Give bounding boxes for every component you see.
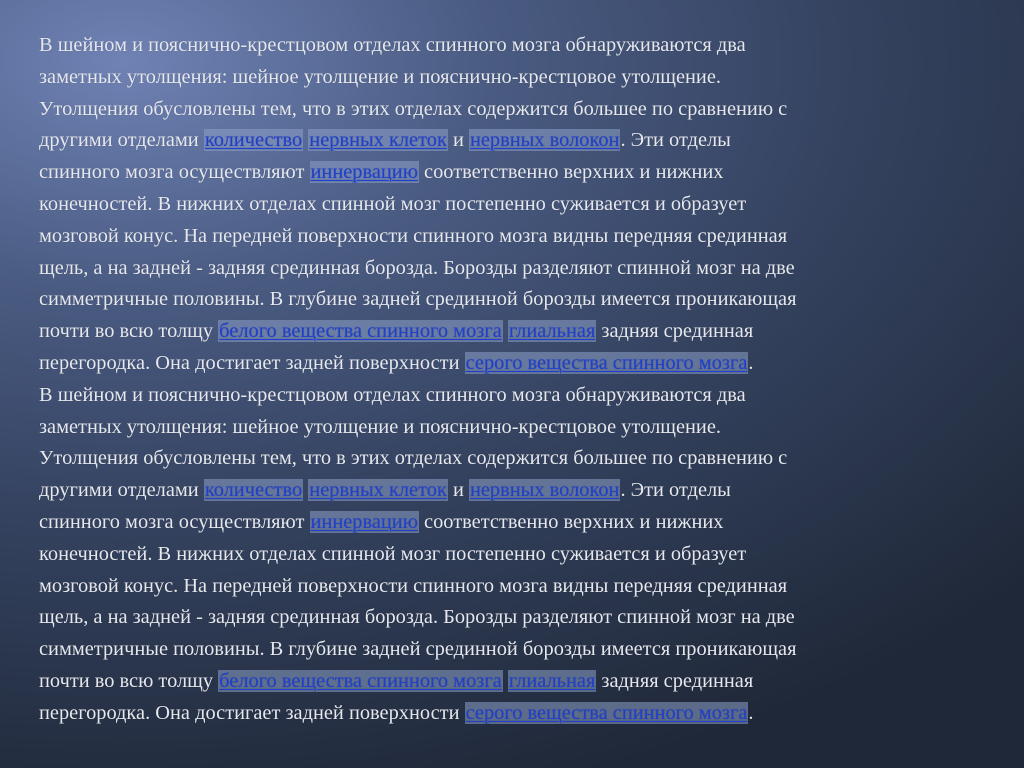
text-run: щель, а на задней - задняя срединная борозда. Борозды разделяют спинной мозг на две bbox=[39, 256, 795, 279]
hyperlink[interactable]: нервных клеток bbox=[309, 129, 447, 152]
slide-body-text bbox=[39, 30, 999, 730]
hyperlink[interactable]: глиальная bbox=[508, 669, 596, 692]
text-run: . bbox=[748, 701, 754, 724]
text-run: мозговой конус. На передней поверхности спинного мозга видны передняя срединная bbox=[39, 574, 788, 597]
text-line bbox=[39, 507, 999, 539]
text-run: соответственно верхних и нижних bbox=[418, 510, 724, 533]
hyperlink[interactable]: количество bbox=[204, 479, 303, 502]
text-line bbox=[39, 348, 999, 380]
text-run: В шейном и пояснично-крестцовом отделах спинного мозга обнаруживаются два bbox=[39, 34, 746, 56]
hyperlink[interactable]: количество bbox=[204, 129, 303, 152]
text-line bbox=[39, 125, 999, 157]
text-run: щель, а на задней - задняя срединная борозда. Борозды разделяют спинной мозг на две bbox=[39, 606, 795, 629]
text-line bbox=[39, 443, 999, 475]
text-run: Утолщения обусловлены тем, что в этих отделах содержится большее по сравнению с bbox=[39, 97, 788, 120]
text-run: спинного мозга осуществляют bbox=[39, 161, 310, 184]
text-run: перегородка. Она достигает задней поверхности bbox=[39, 351, 465, 374]
text-line bbox=[39, 253, 999, 285]
text-line bbox=[39, 157, 999, 189]
hyperlink[interactable]: нервных волокон bbox=[469, 479, 620, 502]
text-run: и bbox=[447, 129, 469, 152]
hyperlink[interactable]: серого вещества спинного мозга bbox=[465, 701, 748, 724]
paragraph bbox=[39, 380, 999, 730]
text-run: заметных утолщения: шейное утолщение и пояснично-крестцовое утолщение. bbox=[39, 65, 721, 88]
text-run: почти во всю толщу bbox=[39, 320, 219, 343]
text-line bbox=[39, 571, 999, 603]
text-run: симметричные половины. В глубине задней срединной борозды имеется проникающая bbox=[39, 638, 797, 661]
text-run: В шейном и пояснично-крестцовом отделах спинного мозга обнаруживаются два bbox=[39, 383, 746, 406]
text-run: конечностей. В нижних отделах спинной мозг постепенно суживается и образует bbox=[39, 542, 747, 565]
hyperlink[interactable]: глиальная bbox=[508, 320, 596, 343]
text-line bbox=[39, 316, 999, 348]
text-line bbox=[39, 62, 999, 94]
text-run: задняя срединная bbox=[596, 669, 754, 692]
text-line bbox=[39, 412, 999, 444]
text-run: почти во всю толщу bbox=[39, 669, 219, 692]
text-line bbox=[39, 698, 999, 730]
hyperlink[interactable]: серого вещества спинного мозга bbox=[465, 351, 748, 374]
paragraph bbox=[39, 30, 999, 380]
text-line bbox=[39, 539, 999, 571]
text-line bbox=[39, 94, 999, 126]
text-line bbox=[39, 634, 999, 666]
hyperlink[interactable]: иннервацию bbox=[310, 510, 418, 533]
hyperlink[interactable]: нервных клеток bbox=[309, 479, 447, 502]
text-run: . bbox=[748, 351, 754, 374]
text-run: другими отделами bbox=[39, 129, 204, 152]
hyperlink[interactable]: нервных волокон bbox=[469, 129, 620, 152]
text-line bbox=[39, 189, 999, 221]
text-line bbox=[39, 284, 999, 316]
text-run: . Эти отделы bbox=[620, 479, 731, 502]
text-line bbox=[39, 602, 999, 634]
text-run: перегородка. Она достигает задней поверхности bbox=[39, 701, 465, 724]
text-run: Утолщения обусловлены тем, что в этих отделах содержится большее по сравнению с bbox=[39, 447, 788, 470]
text-line bbox=[39, 30, 999, 62]
text-run: конечностей. В нижних отделах спинной мозг постепенно суживается и образует bbox=[39, 192, 747, 215]
hyperlink[interactable]: иннервацию bbox=[310, 161, 418, 184]
text-run: и bbox=[447, 479, 469, 502]
text-run: . Эти отделы bbox=[620, 129, 731, 152]
text-run: спинного мозга осуществляют bbox=[39, 510, 310, 533]
text-run: соответственно верхних и нижних bbox=[418, 161, 724, 184]
text-run: задняя срединная bbox=[596, 320, 754, 343]
text-line bbox=[39, 666, 999, 698]
text-run: мозговой конус. На передней поверхности спинного мозга видны передняя срединная bbox=[39, 224, 788, 247]
text-line bbox=[39, 475, 999, 507]
text-run: симметричные половины. В глубине задней срединной борозды имеется проникающая bbox=[39, 288, 797, 311]
text-line bbox=[39, 380, 999, 412]
hyperlink[interactable]: белого вещества спинного мозга bbox=[219, 320, 502, 343]
text-run: другими отделами bbox=[39, 479, 204, 502]
hyperlink[interactable]: белого вещества спинного мозга bbox=[219, 669, 502, 692]
text-line bbox=[39, 221, 999, 253]
text-run: заметных утолщения: шейное утолщение и пояснично-крестцовое утолщение. bbox=[39, 415, 721, 438]
